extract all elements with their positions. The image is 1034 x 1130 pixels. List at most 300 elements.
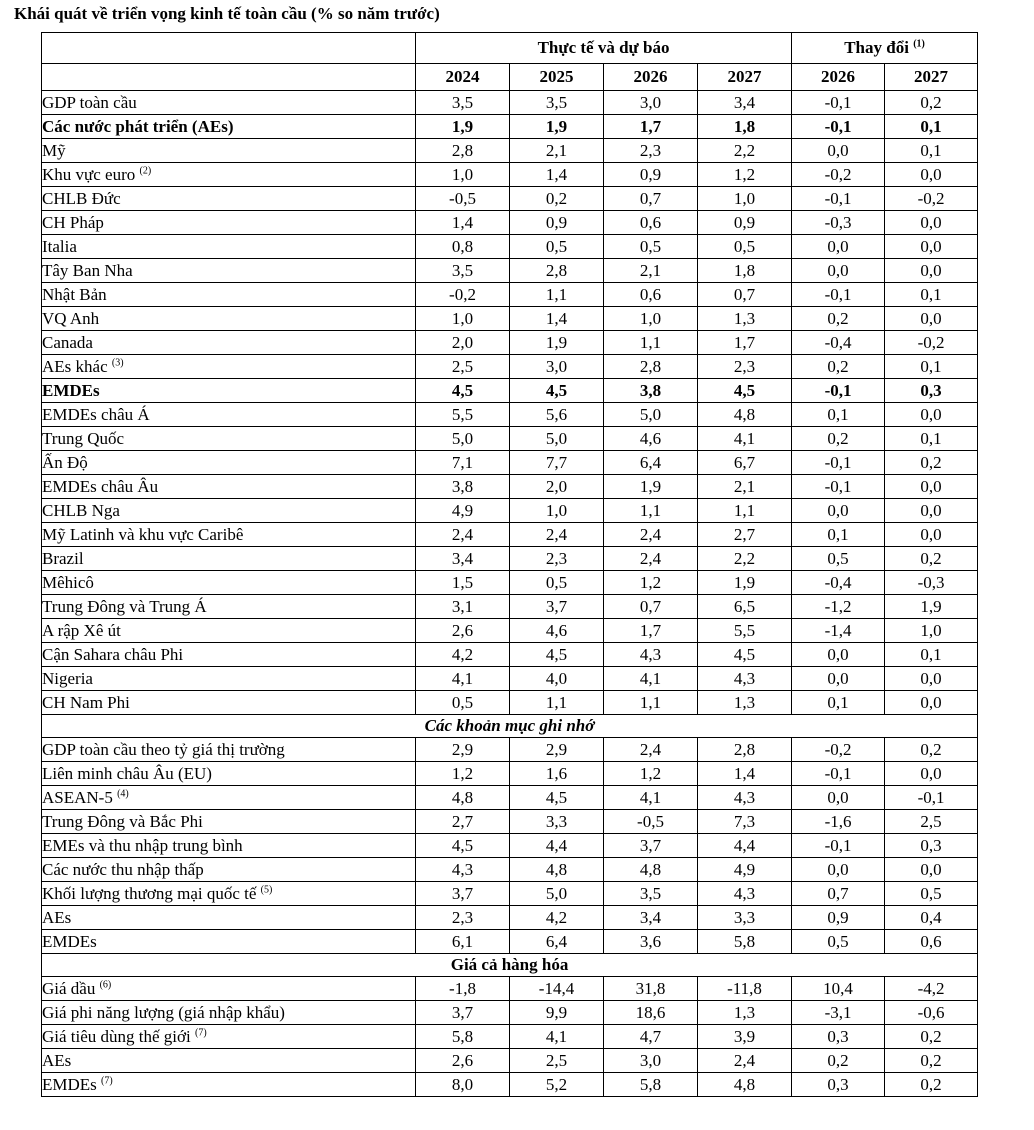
value-cell: 2,8 [604,355,698,379]
value-cell: -4,2 [885,977,978,1001]
header-change: Thay đổi $^{(1)}$ [792,33,978,64]
row-label-cell [42,643,416,667]
value-cell: 4,1 [604,667,698,691]
row-label-cell [42,283,416,307]
value-cell: 0,2 [792,427,885,451]
value-cell: 2,8 [416,139,510,163]
value-cell: 0,7 [698,283,792,307]
value-cell: -1,4 [792,619,885,643]
value-cell: 0,1 [885,283,978,307]
table-row [42,810,978,834]
value-cell: 0,2 [885,1073,978,1097]
value-cell: 0,0 [885,403,978,427]
table-row [42,163,978,187]
value-cell: 3,1 [416,595,510,619]
row-label: VQ Anh [42,309,100,328]
value-cell: -0,2 [792,163,885,187]
row-label-cell [42,91,416,115]
table-row [42,259,978,283]
row-label-cell [42,691,416,715]
table-row [42,1073,978,1097]
value-cell: 2,6 [416,619,510,643]
value-cell: 1,3 [698,307,792,331]
header-change-note: (1) [913,38,925,50]
value-cell: 2,9 [416,738,510,762]
table-row [42,762,978,786]
value-cell: 3,9 [698,1025,792,1049]
table-row [42,427,978,451]
economic-outlook-table [41,32,978,1097]
table-row [42,571,978,595]
value-cell: 2,3 [698,355,792,379]
table-row [42,403,978,427]
value-cell: -0,2 [885,187,978,211]
section-heading-row [42,715,978,738]
value-cell: 3,0 [604,91,698,115]
value-cell: 3,7 [416,882,510,906]
table-row [42,283,978,307]
value-cell: 4,5 [698,379,792,403]
header-year-2025: 2025 [510,64,604,91]
row-label-cell [42,882,416,906]
row-label-cell [42,259,416,283]
value-cell: 4,5 [510,379,604,403]
row-label-cell [42,667,416,691]
value-cell: 3,5 [416,259,510,283]
value-cell: 0,6 [885,930,978,954]
value-cell: 4,0 [510,667,604,691]
row-label: AEs [42,908,72,927]
value-cell: 4,2 [510,906,604,930]
row-label-cell [42,1049,416,1073]
value-cell: 4,5 [510,786,604,810]
value-cell: 0,2 [885,547,978,571]
value-cell: 4,8 [510,858,604,882]
value-cell: 0,3 [885,834,978,858]
value-cell: 1,1 [604,499,698,523]
value-cell: 1,9 [698,571,792,595]
row-label-cell [42,930,416,954]
section-heading: Các khoản mục ghi nhớ [42,715,978,738]
value-cell: 4,9 [416,499,510,523]
value-cell: 0,0 [792,139,885,163]
value-cell: 0,1 [885,115,978,139]
value-cell: 0,2 [792,1049,885,1073]
value-cell: -0,1 [792,379,885,403]
table-row [42,643,978,667]
table-row [42,1025,978,1049]
row-label: Khối lượng thương mại quốc tế [42,884,257,903]
table-row [42,523,978,547]
value-cell: 0,1 [792,523,885,547]
value-cell: 3,5 [604,882,698,906]
value-cell: 4,8 [698,1073,792,1097]
header-empty-cell [42,64,416,91]
value-cell: 0,0 [792,858,885,882]
value-cell: 3,4 [416,547,510,571]
row-label: EMDEs [42,1075,97,1094]
value-cell: 0,0 [885,667,978,691]
value-cell: 2,7 [416,810,510,834]
table-row [42,834,978,858]
value-cell: 4,5 [510,643,604,667]
table-row [42,91,978,115]
table-row [42,235,978,259]
value-cell: -0,6 [885,1001,978,1025]
row-label-cell [42,379,416,403]
value-cell: -0,1 [885,786,978,810]
value-cell: 0,5 [885,882,978,906]
row-label: Mêhicô [42,573,94,592]
value-cell: 2,1 [604,259,698,283]
value-cell: 1,2 [604,762,698,786]
header-row-groups [42,33,978,64]
value-cell: 2,5 [510,1049,604,1073]
value-cell: -14,4 [510,977,604,1001]
value-cell: 3,5 [510,91,604,115]
row-label-cell [42,1073,416,1097]
value-cell: 0,6 [604,211,698,235]
section-heading: Giá cả hàng hóa [42,954,978,977]
value-cell: 0,7 [792,882,885,906]
value-cell: 2,2 [698,139,792,163]
value-cell: 5,2 [510,1073,604,1097]
row-label-cell [42,475,416,499]
row-label-cell [42,738,416,762]
value-cell: 0,0 [885,163,978,187]
row-label-cell [42,355,416,379]
row-label: Brazil [42,549,84,568]
value-cell: 5,0 [510,427,604,451]
value-cell: 1,3 [698,1001,792,1025]
row-footnote: (5) [260,884,273,896]
value-cell: 1,0 [416,307,510,331]
value-cell: 0,5 [792,547,885,571]
value-cell: 0,0 [885,259,978,283]
value-cell: 2,3 [510,547,604,571]
value-cell: 0,0 [792,667,885,691]
row-label-cell [42,810,416,834]
value-cell: -0,1 [792,187,885,211]
value-cell: 5,8 [416,1025,510,1049]
value-cell: 0,0 [885,858,978,882]
value-cell: 2,2 [698,547,792,571]
value-cell: -3,1 [792,1001,885,1025]
row-label: Nigeria [42,669,93,688]
row-label: EMDEs châu Á [42,405,150,424]
header-row-years [42,64,978,91]
value-cell: 3,0 [604,1049,698,1073]
value-cell: 1,1 [510,283,604,307]
row-footnote: (7) [101,1075,113,1087]
value-cell: -0,2 [416,283,510,307]
value-cell: 2,9 [510,738,604,762]
table-row [42,786,978,810]
value-cell: -1,6 [792,810,885,834]
value-cell: -11,8 [698,977,792,1001]
table-row [42,499,978,523]
row-label: CH Pháp [42,213,104,232]
value-cell: 1,7 [604,115,698,139]
row-label-cell [42,331,416,355]
table-row [42,331,978,355]
value-cell: 4,2 [416,643,510,667]
value-cell: 3,0 [510,355,604,379]
row-label-cell [42,1001,416,1025]
row-label-cell [42,139,416,163]
value-cell: -0,1 [792,762,885,786]
value-cell: 0,0 [792,499,885,523]
row-label-cell [42,834,416,858]
value-cell: 1,0 [510,499,604,523]
value-cell: 3,3 [698,906,792,930]
table-row [42,667,978,691]
row-label-cell [42,403,416,427]
value-cell: 1,0 [698,187,792,211]
row-footnote: (2) [139,165,152,177]
table-row [42,475,978,499]
value-cell: -0,2 [885,331,978,355]
value-cell: 0,2 [885,91,978,115]
value-cell: -0,4 [792,571,885,595]
value-cell: 8,0 [416,1073,510,1097]
value-cell: 3,7 [510,595,604,619]
value-cell: 0,0 [792,786,885,810]
row-label-cell [42,595,416,619]
value-cell: 3,8 [604,379,698,403]
value-cell: 2,6 [416,1049,510,1073]
value-cell: 7,1 [416,451,510,475]
value-cell: 1,2 [416,762,510,786]
value-cell: 0,5 [510,235,604,259]
value-cell: 4,5 [698,643,792,667]
row-footnote: (3) [111,357,124,369]
value-cell: 4,8 [416,786,510,810]
value-cell: 1,9 [510,115,604,139]
value-cell: 2,7 [698,523,792,547]
value-cell: 0,3 [885,379,978,403]
row-label-cell [42,571,416,595]
value-cell: 1,1 [604,331,698,355]
value-cell: 3,6 [604,930,698,954]
value-cell: 2,8 [510,259,604,283]
row-label-cell [42,163,416,187]
row-label: ASEAN-5 [42,788,113,807]
value-cell: 1,4 [698,762,792,786]
row-label: Trung Đông và Trung Á [42,597,207,616]
value-cell: 5,0 [510,882,604,906]
row-label: EMEs và thu nhập trung bình [42,836,243,855]
value-cell: 4,8 [604,858,698,882]
table-row [42,307,978,331]
value-cell: 3,7 [604,834,698,858]
value-cell: 2,8 [698,738,792,762]
value-cell: 4,7 [604,1025,698,1049]
value-cell: 5,6 [510,403,604,427]
value-cell: 0,1 [792,691,885,715]
value-cell: 0,9 [604,163,698,187]
value-cell: 1,1 [698,499,792,523]
row-label: GDP toàn cầu theo tỷ giá thị trường [42,740,285,759]
value-cell: 1,2 [698,163,792,187]
table-row [42,738,978,762]
row-label: Mỹ Latinh và khu vực Caribê [42,525,244,544]
value-cell: -0,3 [792,211,885,235]
value-cell: 0,7 [604,595,698,619]
value-cell: 2,4 [604,547,698,571]
table-row [42,115,978,139]
value-cell: 1,9 [885,595,978,619]
value-cell: 2,5 [416,355,510,379]
value-cell: 1,7 [604,619,698,643]
value-cell: 0,5 [510,571,604,595]
value-cell: 2,3 [604,139,698,163]
value-cell: 2,4 [698,1049,792,1073]
value-cell: 0,3 [792,1025,885,1049]
value-cell: 0,2 [510,187,604,211]
table-row [42,187,978,211]
value-cell: 1,9 [604,475,698,499]
table-row [42,619,978,643]
value-cell: -0,1 [792,283,885,307]
table-row [42,977,978,1001]
value-cell: -0,1 [792,834,885,858]
row-label-cell [42,762,416,786]
row-label-cell [42,523,416,547]
value-cell: 4,8 [698,403,792,427]
row-label-cell [42,451,416,475]
row-label: Cận Sahara châu Phi [42,645,184,664]
row-label-cell [42,499,416,523]
value-cell: 4,1 [698,427,792,451]
row-label-cell [42,115,416,139]
value-cell: 5,8 [698,930,792,954]
row-label-cell [42,977,416,1001]
row-label: Nhật Bản [42,285,107,304]
row-label-cell [42,906,416,930]
value-cell: 6,4 [604,451,698,475]
value-cell: 4,3 [416,858,510,882]
row-label: CH Nam Phi [42,693,130,712]
row-label: Các nước phát triển (AEs) [42,117,234,136]
value-cell: 0,9 [510,211,604,235]
row-label: Trung Đông và Bắc Phi [42,812,203,831]
row-label: EMDEs [42,932,97,951]
row-label: AEs [42,1051,72,1070]
row-label: Ấn Độ [42,453,88,472]
header-year-2026: 2026 [604,64,698,91]
value-cell: 3,3 [510,810,604,834]
value-cell: -0,4 [792,331,885,355]
value-cell: 3,5 [416,91,510,115]
value-cell: 1,4 [510,163,604,187]
row-label: Giá phi năng lượng (giá nhập khẩu) [42,1003,285,1022]
value-cell: 0,1 [885,139,978,163]
value-cell: 0,1 [792,403,885,427]
row-label-cell [42,211,416,235]
value-cell: 4,1 [416,667,510,691]
value-cell: 1,6 [510,762,604,786]
value-cell: 1,0 [416,163,510,187]
row-label: EMDEs [42,381,100,400]
value-cell: 1,0 [604,307,698,331]
value-cell: 4,4 [698,834,792,858]
row-label: Khu vực euro [42,165,136,184]
row-label: EMDEs châu Âu [42,477,159,496]
value-cell: 2,4 [604,738,698,762]
value-cell: -0,5 [416,187,510,211]
value-cell: -0,1 [792,475,885,499]
row-footnote: (6) [99,979,112,991]
value-cell: -0,5 [604,810,698,834]
table-row [42,930,978,954]
value-cell: 0,0 [885,235,978,259]
value-cell: 7,3 [698,810,792,834]
value-cell: -0,2 [792,738,885,762]
value-cell: 1,9 [416,115,510,139]
table-row [42,355,978,379]
table-row [42,691,978,715]
value-cell: -1,8 [416,977,510,1001]
table-row [42,858,978,882]
value-cell: 0,1 [885,355,978,379]
value-cell: 0,2 [885,451,978,475]
value-cell: 4,3 [604,643,698,667]
value-cell: 3,4 [604,906,698,930]
row-label: Các nước thu nhập thấp [42,860,204,879]
value-cell: 4,1 [604,786,698,810]
header-year-2024: 2024 [416,64,510,91]
value-cell: 0,0 [885,211,978,235]
value-cell: 5,5 [698,619,792,643]
table-row [42,547,978,571]
value-cell: 5,0 [604,403,698,427]
value-cell: 0,1 [885,427,978,451]
value-cell: 1,3 [698,691,792,715]
value-cell: 5,5 [416,403,510,427]
value-cell: 2,4 [510,523,604,547]
value-cell: 0,2 [885,1025,978,1049]
value-cell: 2,1 [698,475,792,499]
row-label: A rập Xê út [42,621,121,640]
row-label: CHLB Nga [42,501,120,520]
header-actual-forecast: Thực tế và dự báo [416,33,792,64]
value-cell: -0,1 [792,91,885,115]
table-row [42,451,978,475]
table-row [42,211,978,235]
value-cell: 0,6 [604,283,698,307]
row-label-cell [42,786,416,810]
value-cell: 0,5 [604,235,698,259]
value-cell: -0,3 [885,571,978,595]
section-heading-row [42,954,978,977]
value-cell: 3,7 [416,1001,510,1025]
row-footnote: (7) [195,1027,207,1039]
value-cell: 1,4 [416,211,510,235]
header-change-year-2027: 2027 [885,64,978,91]
value-cell: 4,3 [698,882,792,906]
value-cell: 0,7 [604,187,698,211]
value-cell: 0,0 [885,691,978,715]
value-cell: 0,5 [698,235,792,259]
value-cell: 0,3 [792,1073,885,1097]
row-label: GDP toàn cầu [42,93,137,112]
row-label-cell [42,619,416,643]
value-cell: 1,4 [510,307,604,331]
row-label-cell [42,858,416,882]
value-cell: 2,1 [510,139,604,163]
value-cell: -0,1 [792,451,885,475]
